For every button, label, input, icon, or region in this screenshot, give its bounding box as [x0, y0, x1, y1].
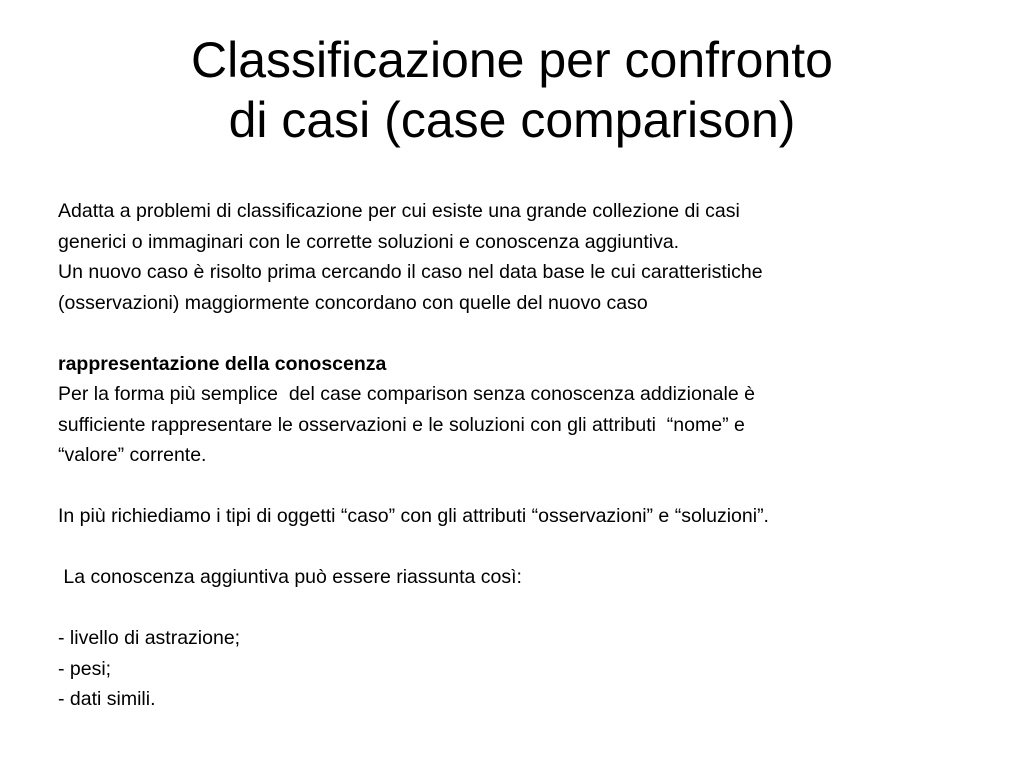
list-item-abstraction-level: - livello di astrazione; [58, 627, 241, 649]
spacer [58, 318, 1008, 349]
spacer [58, 471, 1008, 502]
list-item-weights: - pesi; [58, 657, 112, 680]
object-types-line: In più richiediamo i tipi di oggetti “caso” con gli attributi “osservazioni” e “soluzioni”. [58, 505, 769, 527]
intro-line-1: Adatta a problemi di classificazione per cui esiste una grande collezione di casi [58, 200, 740, 222]
slide-title-line-2: di casi (case comparison) [228, 92, 796, 148]
slide-title-line-1: Classificazione per confronto [191, 32, 833, 88]
section-heading: rappresentazione della conoscenza [58, 352, 387, 375]
slide-body [58, 196, 1008, 715]
spacer [58, 532, 1008, 563]
intro-line-2: generici o immaginari con le corrette soluzioni e conoscenza aggiuntiva. [58, 230, 680, 253]
additional-knowledge-line: La conoscenza aggiuntiva può essere riassunta così: [58, 566, 522, 588]
new-case-line-2: (osservazioni) maggiormente concordano con quelle del nuovo caso [58, 291, 648, 314]
list-item-similar-data: - dati simili. [58, 688, 156, 710]
new-case-line-1: Un nuovo caso è risolto prima cercando il caso nel data base le cui caratteristiche [58, 261, 763, 283]
slide-title [0, 30, 1024, 150]
representation-line-1: Per la forma più semplice del case comparison senza conoscenza addizionale è [58, 383, 755, 405]
representation-line-2: sufficiente rappresentare le osservazioni e le soluzioni con gli attributi “nome” e [58, 413, 745, 436]
representation-line-3: “valore” corrente. [58, 444, 207, 466]
spacer [58, 593, 1008, 624]
